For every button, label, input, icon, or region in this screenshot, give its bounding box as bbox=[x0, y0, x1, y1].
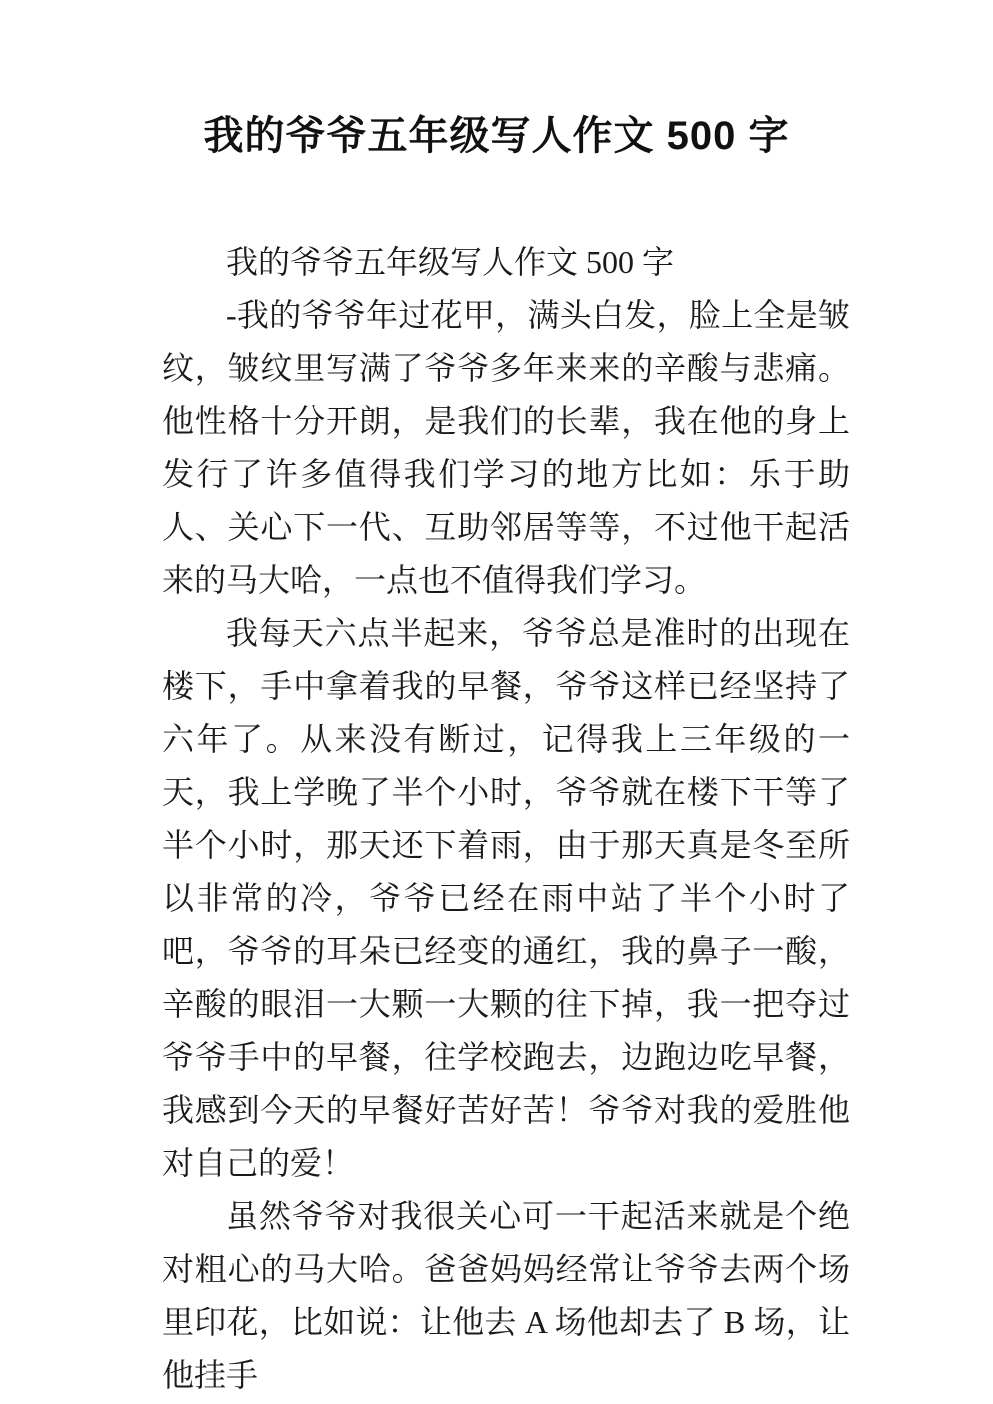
paragraph: 虽然爷爷对我很关心可一干起活来就是个绝对粗心的马大哈。爸爸妈妈经常让爷爷去两个场里印花，比如说：让他去 A 场他却去了 B 场，让他挂手 bbox=[162, 1198, 850, 1393]
document-title: 我的爷爷五年级写人作文 500 字 bbox=[203, 114, 790, 158]
paragraph: 我每天六点半起来，爷爷总是准时的出现在楼下，手中拿着我的早餐，爷爷这样已经坚持了六年了。从来没有断过，记得我上三年级的一天，我上学晚了半个小时，爷爷就在楼下干等了半个小时，那天还下着雨，由于那天真是冬至所以非常的冷，爷爷已经在雨中站了半个小时了吧，爷爷的耳朵已经变的通红，我的鼻子一酸，辛酸的眼泪一大颗一大颗的往下掉，我一把夺过爷爷手中的早餐，往学校跑去，边跑边吃早餐，我感到今天的早餐好苦好苦！爷爷对我的爱胜他对自己的爱！ bbox=[162, 615, 850, 1181]
paragraph: 我的爷爷五年级写人作文 500 字 bbox=[226, 244, 675, 280]
document-body bbox=[162, 236, 850, 1402]
paragraph: -我的爷爷年过花甲，满头白发，脸上全是皱纹，皱纹里写满了爷爷多年来来的辛酸与悲痛。他性格十分开朗，是我们的长辈，我在他的身上发行了许多值得我们学习的地方比如：乐于助人、关心下一代、互助邻居等等，不过他干起活来的马大哈，一点也不值得我们学习。 bbox=[162, 297, 850, 598]
